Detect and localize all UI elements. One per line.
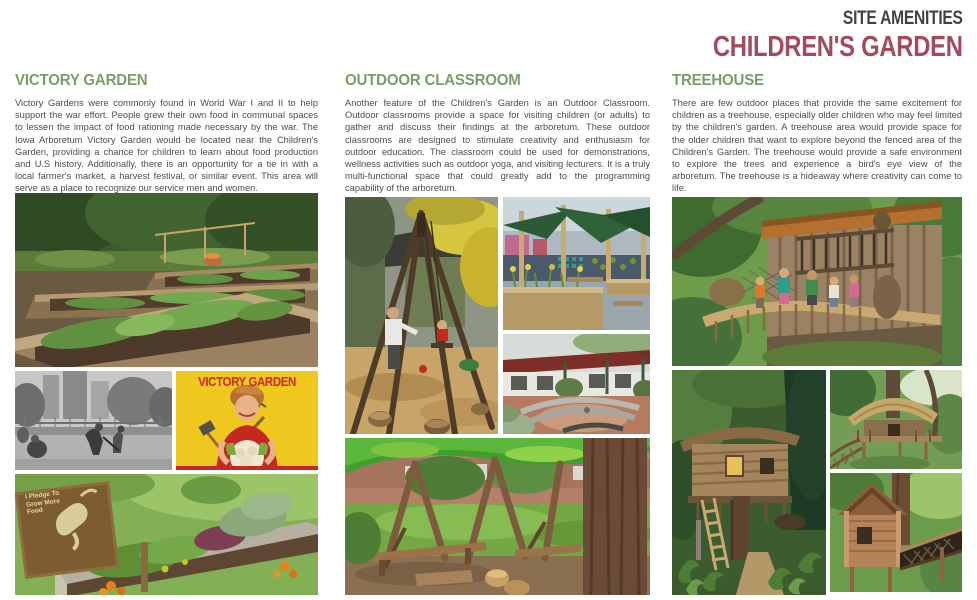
section-victory-garden	[15, 72, 318, 195]
section-heading-victory-garden: VICTORY GARDEN	[15, 72, 148, 89]
section-heading-outdoor-classroom: OUTDOOR CLASSROOM	[345, 72, 521, 89]
photo-large-treehouse-children-on-deck	[672, 197, 962, 366]
photo-vintage-victory-garden-poster	[176, 371, 318, 470]
poster-title-text: VICTORY GARDEN	[198, 374, 296, 389]
photo-rustic-log-benches-green-canopy	[345, 438, 650, 595]
bw-gardening-illustration	[15, 371, 172, 470]
photo-historic-bw-wartime-gardening	[15, 371, 172, 470]
section-heading-treehouse: TREEHOUSE	[672, 72, 764, 89]
big-treehouse-illustration	[672, 197, 962, 366]
photo-wooden-teepee-swing-play-area	[345, 197, 498, 434]
photo-courtyard-curved-benches	[503, 334, 650, 434]
courtyard-illustration	[503, 334, 650, 434]
pledge-sign-text: I Pledge To Grow More Food	[24, 489, 61, 516]
playhouse-illustration	[830, 473, 962, 592]
header-eyebrow: SITE AMENITIES	[843, 8, 963, 29]
photo-terraced-raised-garden-beds	[15, 193, 318, 367]
section-body-victory-garden: Victory Gardens were commonly found in World War I and II to help support the war effort. People grew their own food in communal spaces to lessen the impact of food rationing made necessary by the war. The Iowa Arboretum Victory Garden would be located near the Children's Garden, providing a chance for children to learn about food production and U.S history. Additionally, there is an opportunity for a tie in with a local farmer's market, a harvest festival, or similar event. This area will serve as a place to recognize our service men and women.	[15, 98, 318, 194]
section-outdoor-classroom	[345, 72, 650, 195]
teepee-illustration	[345, 197, 498, 434]
photo-small-playhouse-lattice-bridge	[830, 473, 962, 592]
section-body-treehouse: There are few outdoor places that provide the same excitement for children as a treehouse, especially older children who may feel limited by the children's garden. A treehouse area would provide space for the older children that want to explore beyond the fenced area of the Children's Garden. The treehouse would provide a safe environment to explore the trees and experience a bird's eye view of the arboretum. The treehouse is a hideaway where creativity can come to life.	[672, 98, 962, 194]
page-title: CHILDREN'S GARDEN	[713, 31, 963, 63]
forest-treehouse-illustration	[672, 370, 826, 595]
canopy-classroom-illustration	[345, 438, 650, 595]
section-body-outdoor-classroom: Another feature of the Children's Garden is an Outdoor Classroom. Outdoor classrooms provide a space for visiting children (or adults) to gather and discuss their findings at the arboretum. These outdoor classrooms are designed to stimulate creativity and enthusiasm for outdoor education. The classroom could be used for demonstrations, wellness activities such as outdoor yoga, and visiting lecturers. It is a truly multi-functional space that could greatly add to the programming capability of the arboretum.	[345, 98, 650, 194]
photo-raised-bed-with-pledge-sign	[15, 474, 318, 595]
shade-classroom-illustration	[503, 197, 650, 330]
raised-beds-illustration	[15, 193, 318, 367]
thatched-treehouse-illustration	[830, 370, 962, 469]
section-treehouse	[672, 72, 962, 195]
photo-thatched-treehouse-rope-bridge	[830, 370, 962, 469]
photo-shade-sail-classroom-planters	[503, 197, 650, 330]
page-header	[658, 8, 963, 64]
photo-forest-treehouse-with-ladder	[672, 370, 826, 595]
